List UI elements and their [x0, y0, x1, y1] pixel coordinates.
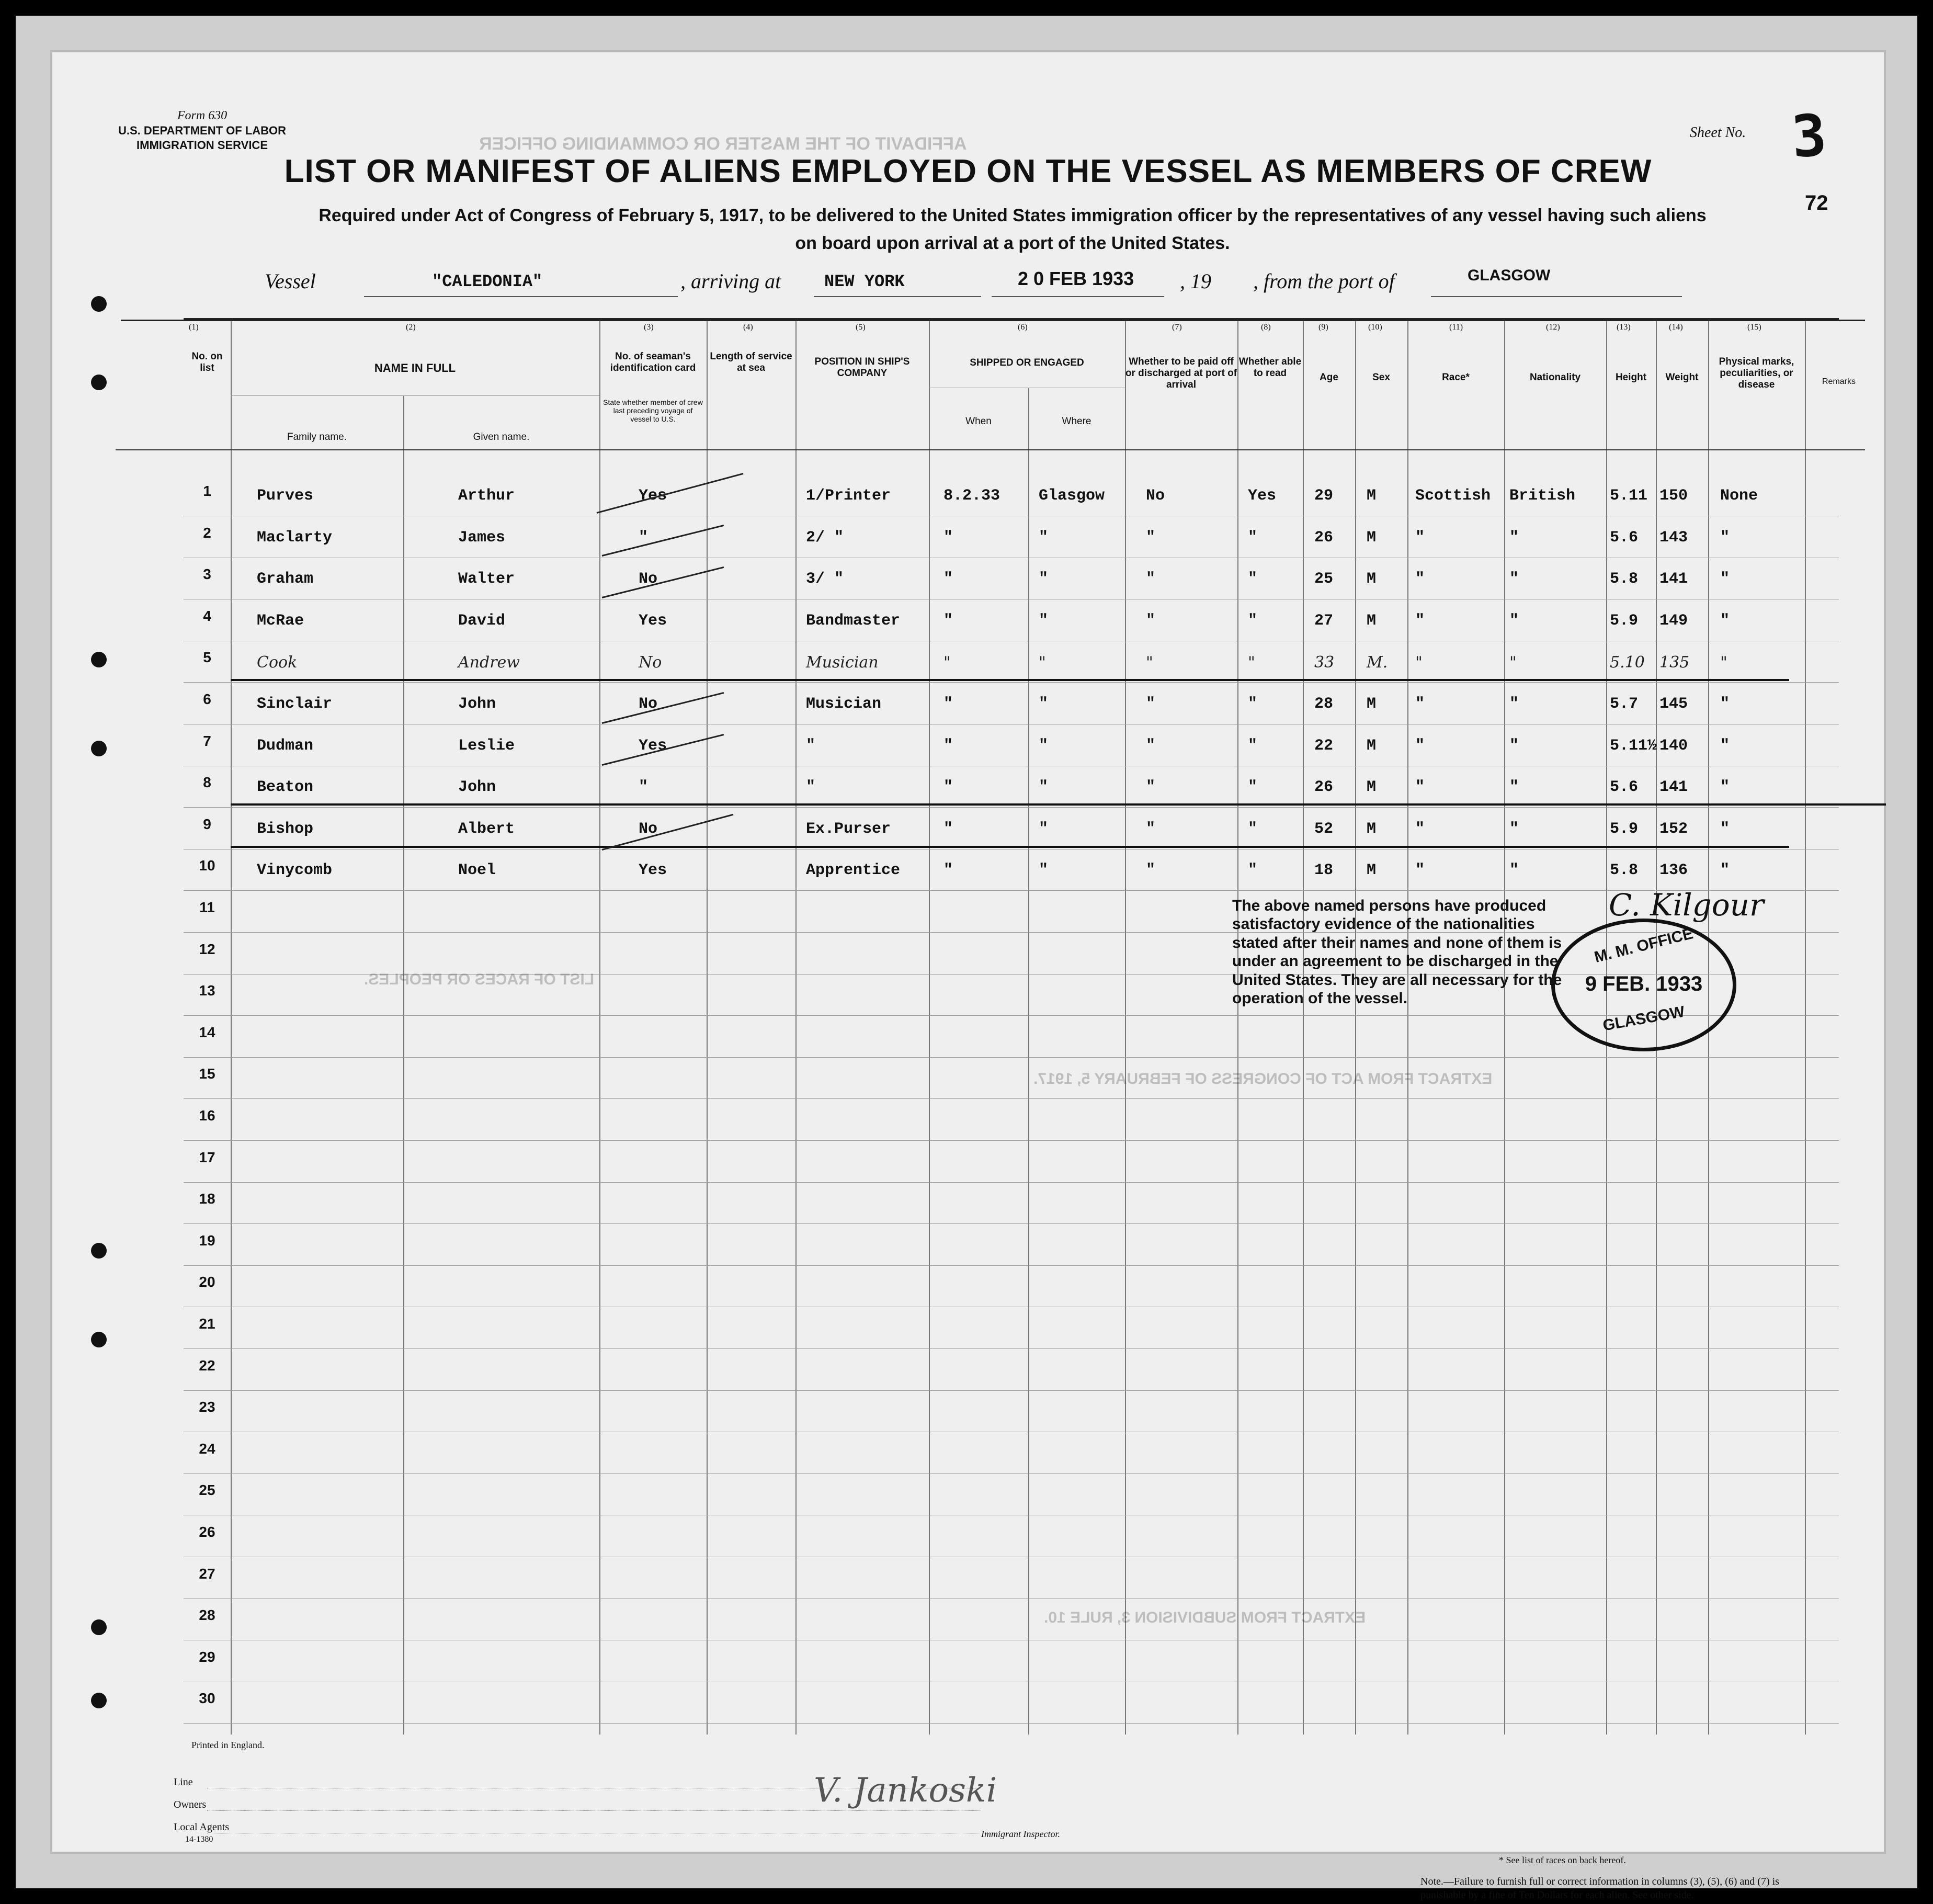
binder-hole	[91, 1693, 107, 1708]
document-title: LIST OR MANIFEST OF ALIENS EMPLOYED ON THE VESSEL AS MEMBERS OF CREW	[284, 153, 1652, 189]
office-stamp	[1551, 919, 1736, 1051]
row-number: 28	[199, 1607, 215, 1624]
cell-position: Bandmaster	[806, 611, 901, 630]
row-number: 8	[203, 774, 211, 791]
cell-position: 3/ "	[806, 570, 844, 588]
bleed-through-text: AFFIDAVIT OF THE MASTER OR COMMANDING OFFICER	[479, 134, 967, 154]
cell-race: "	[1415, 820, 1425, 838]
cell-race: Scottish	[1415, 487, 1491, 505]
row-number: 24	[199, 1440, 215, 1457]
binder-hole	[91, 375, 107, 390]
cell-nationality: "	[1509, 570, 1519, 588]
cell-given: Arthur	[458, 487, 515, 505]
subtitle-line-2: on board upon arrival at a port of the United States.	[795, 233, 1230, 253]
row-number: 1	[203, 483, 211, 499]
cell-sex: M	[1367, 570, 1377, 588]
cell-family: Graham	[257, 570, 314, 588]
sheet-label: Sheet No.	[1690, 124, 1746, 141]
line-label: Line	[174, 1776, 193, 1788]
header-no-on-list: No. on list	[191, 351, 223, 373]
cell-where: "	[1039, 695, 1049, 713]
col-num: (9)	[1318, 323, 1328, 332]
cell-given: John	[458, 778, 496, 797]
cell-read: "	[1248, 862, 1258, 880]
cell-family: Vinycomb	[257, 862, 333, 880]
cell-race: "	[1415, 862, 1425, 880]
col-num: (3)	[644, 323, 654, 332]
cell-card: No	[639, 695, 658, 713]
row-strike-5	[231, 679, 1789, 681]
cell-paid: "	[1146, 695, 1156, 713]
check-mark	[602, 814, 734, 851]
cell-read: "	[1248, 695, 1258, 713]
cell-given: Leslie	[458, 736, 515, 755]
cell-read: "	[1248, 653, 1255, 672]
cell-where: "	[1039, 736, 1049, 755]
cell-family: Sinclair	[257, 695, 333, 713]
cell-family: Bishop	[257, 820, 314, 838]
date-fill-line	[992, 296, 1164, 297]
from-port: GLASGOW	[1468, 267, 1551, 284]
form-service: IMMIGRATION SERVICE	[137, 138, 268, 152]
cell-when: "	[943, 862, 953, 880]
cell-given: Noel	[458, 862, 496, 880]
cell-where: "	[1039, 820, 1049, 838]
col-num: (11)	[1449, 323, 1463, 332]
row-rule	[184, 1348, 1839, 1349]
row-number: 12	[199, 940, 215, 957]
col-num: (4)	[743, 323, 753, 332]
agents-code: 14-1380	[185, 1835, 213, 1844]
cell-paid: "	[1146, 570, 1156, 588]
header-sex: Sex	[1372, 372, 1390, 383]
header-able-read: Whether able to read	[1238, 356, 1302, 379]
col-num: (7)	[1172, 323, 1182, 332]
cell-age: 18	[1314, 862, 1334, 880]
cell-position: 2/ "	[806, 528, 844, 547]
cell-sex: M	[1367, 778, 1377, 797]
cell-family: Cook	[257, 653, 298, 672]
row-rule	[184, 890, 1839, 891]
header-age: Age	[1320, 372, 1338, 383]
arrival-port: NEW YORK	[824, 272, 905, 291]
cell-nationality: "	[1509, 820, 1519, 838]
cell-marks: "	[1720, 611, 1730, 630]
document-subtitle	[301, 202, 1724, 257]
cell-card: No	[639, 820, 658, 838]
races-note: * See list of races on back hereof.	[1499, 1855, 1626, 1865]
cell-when: "	[943, 778, 953, 797]
row-rule	[184, 1223, 1839, 1224]
cell-family: Beaton	[257, 778, 314, 797]
certification-statement: The above named persons have produced satisfactory evidence of the nationalities stated after their names and none of them is under an agreement to be discharged in the United States. They are all necessary for the operation of the vessel.	[1232, 897, 1562, 1007]
row-rule	[184, 1098, 1839, 1099]
cell-card: Yes	[639, 736, 667, 755]
cell-read: "	[1248, 611, 1258, 630]
arriving-label: , arriving at	[680, 269, 781, 293]
cell-marks: "	[1720, 695, 1730, 713]
cell-given: Albert	[458, 820, 515, 838]
binder-hole	[91, 1243, 107, 1259]
cell-card: No	[639, 653, 662, 672]
cell-weight: 149	[1659, 611, 1688, 630]
header-id-card-note: State whether member of crew last preceding voyage of vessel to U.S.	[603, 398, 703, 424]
binder-hole	[91, 741, 107, 756]
header-id-card: No. of seaman's identification card	[610, 351, 696, 373]
header-nationality: Nationality	[1529, 372, 1581, 383]
cell-height: 5.9	[1610, 820, 1639, 838]
cell-nationality: "	[1509, 653, 1517, 672]
row-number: 18	[199, 1191, 215, 1207]
row-number: 15	[199, 1066, 215, 1082]
binder-hole	[91, 652, 107, 667]
cell-nationality: "	[1509, 778, 1519, 797]
row-number: 9	[203, 815, 211, 832]
vessel-fill-line	[364, 296, 678, 297]
row-number: 30	[199, 1690, 215, 1707]
cell-sex: M	[1367, 820, 1377, 838]
row-rule	[184, 1390, 1839, 1391]
col-num: (8)	[1261, 323, 1271, 332]
cell-position: Apprentice	[806, 862, 901, 880]
cell-when: "	[943, 611, 953, 630]
row-number: 19	[199, 1232, 215, 1249]
cell-family: Purves	[257, 487, 314, 505]
cell-card: Yes	[639, 487, 667, 505]
cell-marks: "	[1720, 820, 1730, 838]
cell-where: "	[1039, 611, 1049, 630]
header-when: When	[965, 416, 992, 427]
cell-race: "	[1415, 528, 1425, 547]
row-number: 14	[199, 1024, 215, 1040]
cell-age: 26	[1314, 778, 1334, 797]
binder-hole	[91, 1332, 107, 1347]
cell-sex: M	[1367, 611, 1377, 630]
cell-nationality: "	[1509, 695, 1519, 713]
cell-when: "	[943, 570, 953, 588]
header-family-name: Family name.	[287, 432, 347, 443]
row-number: 29	[199, 1648, 215, 1665]
cell-card: "	[639, 778, 649, 797]
cell-marks: "	[1720, 653, 1727, 672]
header-paid-off: Whether to be paid off or discharged at port of arrival	[1125, 356, 1237, 390]
officer-signature: C. Kilgour	[1609, 887, 1764, 923]
cell-family: McRae	[257, 611, 304, 630]
cell-where: "	[1039, 528, 1049, 547]
cell-paid: "	[1146, 820, 1156, 838]
vessel-label: Vessel	[265, 269, 316, 293]
cell-where: "	[1039, 653, 1046, 672]
cell-age: 25	[1314, 570, 1334, 588]
cell-given: David	[458, 611, 506, 630]
cell-read: "	[1248, 528, 1258, 547]
header-weight: Weight	[1665, 372, 1699, 383]
row-number: 11	[199, 899, 215, 915]
cell-family: Maclarty	[257, 528, 333, 547]
cell-card: Yes	[639, 862, 667, 880]
cell-height: 5.10	[1610, 653, 1645, 672]
cell-position: Ex.Purser	[806, 820, 891, 838]
row-number: 13	[199, 982, 215, 999]
cell-paid: "	[1146, 528, 1156, 547]
row-number: 20	[199, 1274, 215, 1290]
check-mark	[602, 525, 724, 557]
cell-card: No	[639, 570, 658, 588]
cell-read: "	[1248, 570, 1258, 588]
cell-weight: 152	[1659, 820, 1688, 838]
from-port-label: , from the port of	[1253, 269, 1395, 293]
cell-race: "	[1415, 611, 1425, 630]
row-strike-9	[231, 846, 1789, 848]
from-port-fill-line	[1431, 296, 1682, 297]
cell-when: "	[943, 736, 953, 755]
cell-paid: "	[1146, 736, 1156, 755]
cell-race: "	[1415, 570, 1425, 588]
cell-paid: "	[1146, 778, 1156, 797]
cell-position: "	[806, 736, 816, 755]
cell-weight: 143	[1659, 528, 1688, 547]
port-fill-line	[814, 296, 981, 297]
page-mark: 72	[1805, 191, 1828, 214]
cell-marks: "	[1720, 736, 1730, 755]
cell-weight: 140	[1659, 736, 1688, 755]
cell-position: "	[806, 778, 816, 797]
row-number: 3	[203, 566, 211, 583]
cell-weight: 135	[1659, 653, 1690, 672]
row-number: 2	[203, 524, 211, 541]
row-number: 4	[203, 607, 211, 624]
form-department: U.S. DEPARTMENT OF LABOR	[118, 124, 287, 137]
cell-card: Yes	[639, 611, 667, 630]
manifest-sheet	[50, 50, 1886, 1901]
cell-paid: "	[1146, 653, 1153, 672]
cell-sex: M	[1367, 528, 1377, 547]
cell-sex: M	[1367, 862, 1377, 880]
cell-height: 5.8	[1610, 570, 1639, 588]
row-number: 17	[199, 1149, 215, 1165]
agents-label: Local Agents	[174, 1821, 230, 1833]
cell-age: 27	[1314, 611, 1334, 630]
cell-given: Andrew	[458, 653, 520, 672]
row-number: 26	[199, 1524, 215, 1540]
cell-nationality: British	[1509, 487, 1576, 505]
cell-family: Dudman	[257, 736, 314, 755]
document-mount	[16, 16, 1917, 1901]
cell-age: 26	[1314, 528, 1334, 547]
cell-card: "	[639, 528, 649, 547]
cell-read: "	[1248, 736, 1258, 755]
cell-weight: 145	[1659, 695, 1688, 713]
row-rule	[184, 1057, 1839, 1058]
owners-label: Owners	[174, 1799, 207, 1810]
year-label: , 19	[1180, 269, 1211, 293]
header-remarks: Remarks	[1822, 377, 1856, 386]
cell-height: 5.7	[1610, 695, 1639, 713]
row-number: 16	[199, 1107, 215, 1124]
cell-marks: None	[1720, 487, 1758, 505]
cell-age: 33	[1314, 653, 1335, 672]
sheet-number: 3	[1789, 101, 1829, 171]
cell-read: Yes	[1248, 487, 1277, 505]
row-rule	[184, 1723, 1839, 1724]
check-mark	[597, 473, 744, 514]
cell-where: "	[1039, 862, 1049, 880]
cell-weight: 136	[1659, 862, 1688, 880]
header-race: Race*	[1442, 372, 1470, 383]
cell-when: "	[943, 528, 953, 547]
cell-race: "	[1415, 778, 1425, 797]
cell-where: "	[1039, 570, 1049, 588]
header-position: POSITION IN SHIP'S COMPANY	[814, 356, 910, 379]
col-num: (1)	[189, 323, 199, 332]
cell-nationality: "	[1509, 736, 1519, 755]
cell-sex: M	[1367, 736, 1377, 755]
header-given-name: Given name.	[473, 432, 530, 443]
cell-paid: "	[1146, 611, 1156, 630]
cell-paid: No	[1146, 487, 1165, 505]
header-length-service: Length of service at sea	[710, 351, 792, 373]
cell-weight: 141	[1659, 778, 1688, 797]
row-number: 10	[199, 857, 215, 874]
header-where: Where	[1062, 416, 1091, 427]
cell-given: Walter	[458, 570, 515, 588]
cell-where: "	[1039, 778, 1049, 797]
row-rule	[184, 807, 1839, 808]
stamp-office: M. M. OFFICE	[1593, 925, 1695, 966]
cell-paid: "	[1146, 862, 1156, 880]
bleed-through-text: EXTRACT FROM ACT OF CONGRESS OF FEBRUARY 5, 1917.	[1033, 1070, 1493, 1087]
row-rule	[184, 1265, 1839, 1266]
col-num: (5)	[856, 323, 866, 332]
cell-height: 5.6	[1610, 778, 1639, 797]
col-num: (12)	[1546, 323, 1560, 332]
row-rule	[184, 682, 1839, 683]
cell-height: 5.11	[1610, 487, 1648, 505]
cell-when: 8.2.33	[943, 487, 1000, 505]
row-number: 22	[199, 1357, 215, 1374]
header-shipped: SHIPPED OR ENGAGED	[970, 357, 1084, 368]
cell-position: Musician	[806, 653, 879, 672]
stamp-port: GLASGOW	[1601, 1003, 1686, 1035]
cell-race: "	[1415, 736, 1425, 755]
row-number: 27	[199, 1565, 215, 1582]
cell-age: 22	[1314, 736, 1334, 755]
stamp-date: 9 FEB. 1933	[1585, 972, 1703, 995]
cell-where: Glasgow	[1039, 487, 1105, 505]
cell-race: "	[1415, 695, 1425, 713]
cell-nationality: "	[1509, 528, 1519, 547]
row-number: 7	[203, 732, 211, 749]
col-num: (14)	[1669, 323, 1683, 332]
form-identifier	[118, 108, 286, 152]
cell-weight: 150	[1659, 487, 1688, 505]
cell-nationality: "	[1509, 611, 1519, 630]
cell-weight: 141	[1659, 570, 1688, 588]
col-num: (15)	[1747, 323, 1761, 332]
binder-hole	[91, 1619, 107, 1635]
cell-sex: M	[1367, 695, 1377, 713]
binder-hole	[91, 296, 107, 312]
cell-race: "	[1415, 653, 1423, 672]
cell-position: 1/Printer	[806, 487, 891, 505]
inspector-signature: V. Jankoski	[814, 1771, 997, 1810]
cell-read: "	[1248, 820, 1258, 838]
row-number: 21	[199, 1316, 215, 1332]
cell-position: Musician	[806, 695, 882, 713]
row-rule	[184, 1140, 1839, 1141]
penalty-note: Note.—Failure to furnish full or correct information in columns (3), (5), (6) and (7) is punishable by a fine of Ten Dollars for each alien. See other side.	[1420, 1876, 1779, 1901]
vessel-name: "CALEDONIA"	[432, 272, 543, 291]
cell-when: "	[943, 820, 953, 838]
subtitle-line-1: Required under Act of Congress of February 5, 1917, to be delivered to the United States immigration officer by the representatives of any vessel having such aliens	[319, 206, 1707, 225]
cell-when: "	[943, 653, 951, 672]
cell-sex: M	[1367, 487, 1377, 505]
col-num: (10)	[1368, 323, 1382, 332]
cell-age: 28	[1314, 695, 1334, 713]
bleed-through-text: LIST OF RACES OR PEOPLES.	[364, 971, 595, 988]
row-number: 5	[203, 649, 211, 666]
printed-in-england: Printed in England.	[191, 1740, 265, 1750]
cell-height: 5.9	[1610, 611, 1639, 630]
cell-given: John	[458, 695, 496, 713]
header-height: Height	[1615, 372, 1647, 383]
cell-height: 5.6	[1610, 528, 1639, 547]
cell-sex: M.	[1367, 653, 1388, 672]
check-mark	[602, 692, 724, 724]
col-num: (6)	[1018, 323, 1028, 332]
cell-height: 5.8	[1610, 862, 1639, 880]
cell-marks: "	[1720, 862, 1730, 880]
arrival-date: 2 0 FEB 1933	[1018, 268, 1134, 289]
row-number: 6	[203, 691, 211, 707]
col-num: (13)	[1617, 323, 1631, 332]
cell-age: 52	[1314, 820, 1334, 838]
cell-marks: "	[1720, 778, 1730, 797]
header-name-in-full: NAME IN FULL	[374, 361, 456, 375]
col-num: (2)	[406, 323, 416, 332]
cell-when: "	[943, 695, 953, 713]
inspector-label: Immigrant Inspector.	[981, 1829, 1060, 1839]
cell-marks: "	[1720, 528, 1730, 547]
cell-nationality: "	[1509, 862, 1519, 880]
row-number: 25	[199, 1482, 215, 1499]
cell-read: "	[1248, 778, 1258, 797]
form-number: Form 630	[177, 109, 228, 122]
cell-given: James	[458, 528, 506, 547]
cell-age: 29	[1314, 487, 1334, 505]
row-number: 23	[199, 1399, 215, 1415]
bleed-through-text: EXTRACT FROM SUBDIVISION 3, RULE 10.	[1044, 1609, 1366, 1626]
row-strike-8	[231, 803, 1886, 806]
row-rule	[184, 1182, 1839, 1183]
header-physical: Physical marks, peculiarities, or disease	[1719, 356, 1794, 390]
cell-marks: "	[1720, 570, 1730, 588]
check-mark	[602, 566, 724, 598]
cell-height: 5.11½	[1610, 736, 1657, 755]
